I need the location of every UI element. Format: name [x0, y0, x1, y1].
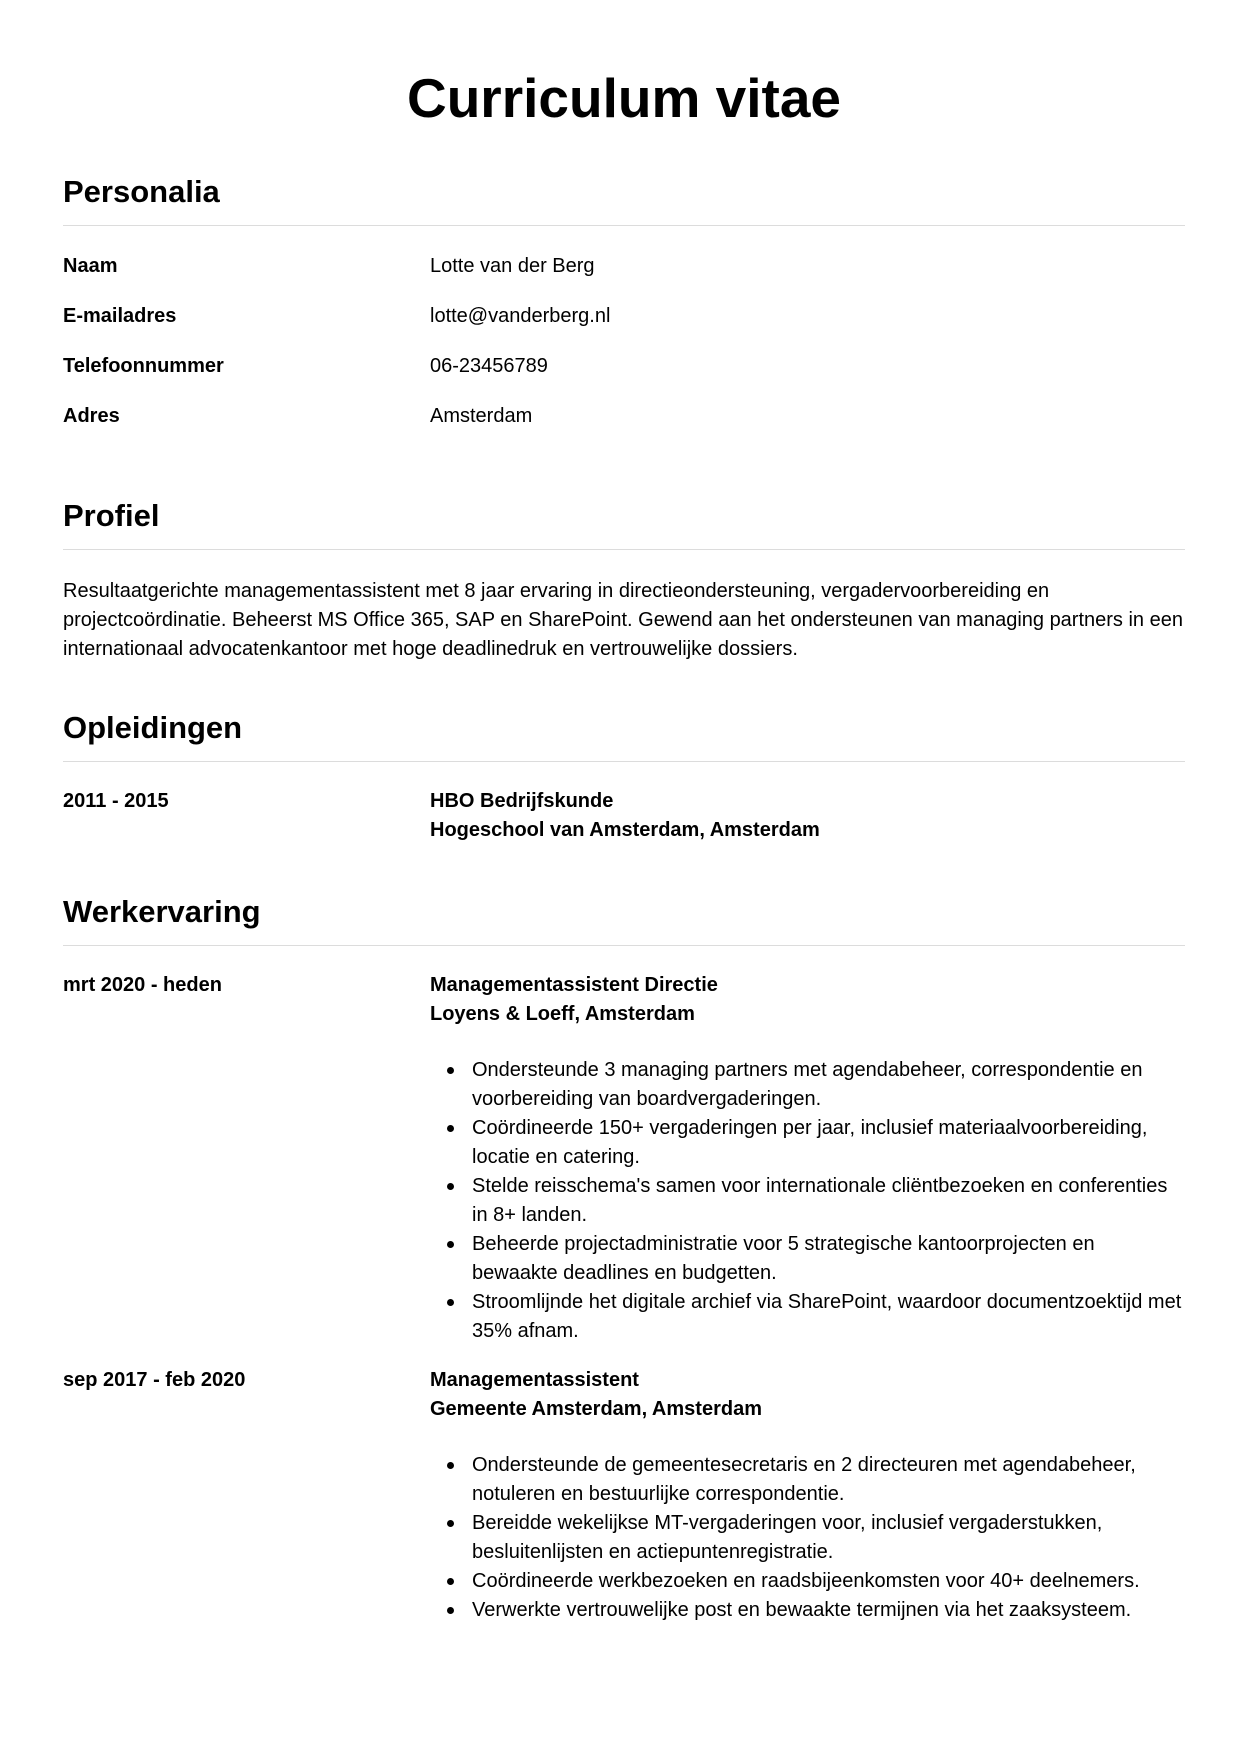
job-bullet-list — [430, 1451, 1185, 1625]
job-details — [430, 971, 1185, 1346]
name-value: Lotte van der Berg — [430, 255, 595, 277]
job-entry — [63, 971, 1185, 1346]
email-value: lotte@vanderberg.nl — [430, 305, 611, 327]
education-institution: Hogeschool van Amsterdam, Amsterdam — [430, 819, 820, 841]
education-period: 2011 - 2015 — [63, 790, 169, 812]
job-employer: Gemeente Amsterdam, Amsterdam — [430, 1398, 762, 1420]
job-bullet: Ondersteunde de gemeentesecretaris en 2 directeuren met agendabeheer, notuleren en bestuurlijke correspondentie. — [430, 1451, 1185, 1509]
job-period: sep 2017 - feb 2020 — [63, 1369, 246, 1391]
document-title: Curriculum vitae — [406, 67, 841, 129]
job-details — [430, 1366, 1185, 1625]
personalia-row-address — [63, 403, 1185, 453]
address-label: Adres — [63, 405, 120, 427]
personalia-row-phone — [63, 353, 1185, 403]
job-bullet: Coördineerde werkbezoeken en raadsbijeenkomsten voor 40+ deelnemers. — [430, 1567, 1185, 1596]
werkervaring-section — [63, 892, 1185, 1625]
job-employer: Loyens & Loeff, Amsterdam — [430, 1003, 695, 1025]
job-entry — [63, 1366, 1185, 1625]
job-title: Managementassistent — [430, 1369, 639, 1391]
job-bullet: Verwerkte vertrouwelijke post en bewaakte termijnen via het zaaksysteem. — [430, 1596, 1185, 1625]
job-bullet: Bereidde wekelijkse MT-vergaderingen voor, inclusief vergaderstukken, besluitenlijsten en actiepuntenregistratie. — [430, 1509, 1185, 1567]
job-title: Managementassistent Directie — [430, 974, 718, 996]
opleidingen-heading: Opleidingen — [63, 708, 1185, 762]
job-bullet: Stelde reisschema's samen voor internationale cliëntbezoeken en conferenties in 8+ landen. — [430, 1172, 1185, 1230]
education-details — [430, 787, 1185, 845]
werkervaring-heading: Werkervaring — [63, 892, 1185, 946]
email-label: E-mailadres — [63, 305, 177, 327]
profiel-section — [63, 496, 1185, 664]
phone-label: Telefoonnummer — [63, 355, 224, 377]
address-value: Amsterdam — [430, 405, 533, 427]
job-bullet: Stroomlijnde het digitale archief via SharePoint, waardoor documentzoektijd met 35% afnam. — [430, 1288, 1185, 1346]
job-bullet: Ondersteunde 3 managing partners met agendabeheer, correspondentie en voorbereiding van boardvergaderingen. — [430, 1056, 1185, 1114]
education-title: HBO Bedrijfskunde — [430, 790, 614, 812]
profiel-heading: Profiel — [63, 496, 1185, 550]
job-period: mrt 2020 - heden — [63, 974, 222, 996]
personalia-section — [63, 172, 1185, 453]
job-bullet-list — [430, 1056, 1185, 1346]
phone-value: 06-23456789 — [430, 355, 548, 377]
job-bullet: Coördineerde 150+ vergaderingen per jaar, inclusief materiaalvoorbereiding, locatie en catering. — [430, 1114, 1185, 1172]
personalia-heading: Personalia — [63, 172, 1185, 226]
name-label: Naam — [63, 255, 118, 277]
personalia-row-name — [63, 253, 1185, 303]
opleidingen-section — [63, 708, 1185, 845]
education-entry — [63, 787, 1185, 845]
personalia-row-email — [63, 303, 1185, 353]
job-bullet: Beheerde projectadministratie voor 5 strategische kantoorprojecten en bewaakte deadlines en budgetten. — [430, 1230, 1185, 1288]
profile-text: Resultaatgerichte managementassistent met 8 jaar ervaring in directieondersteuning, vergadervoorbereiding en projectcoördinatie. Beheerst MS Office 365, SAP en SharePoint. Gewend aan het ondersteunen van managing partners in een internationaal advocatenkantoor met hoge deadlinedruk en vertrouwelijke dossiers. — [63, 580, 1183, 660]
